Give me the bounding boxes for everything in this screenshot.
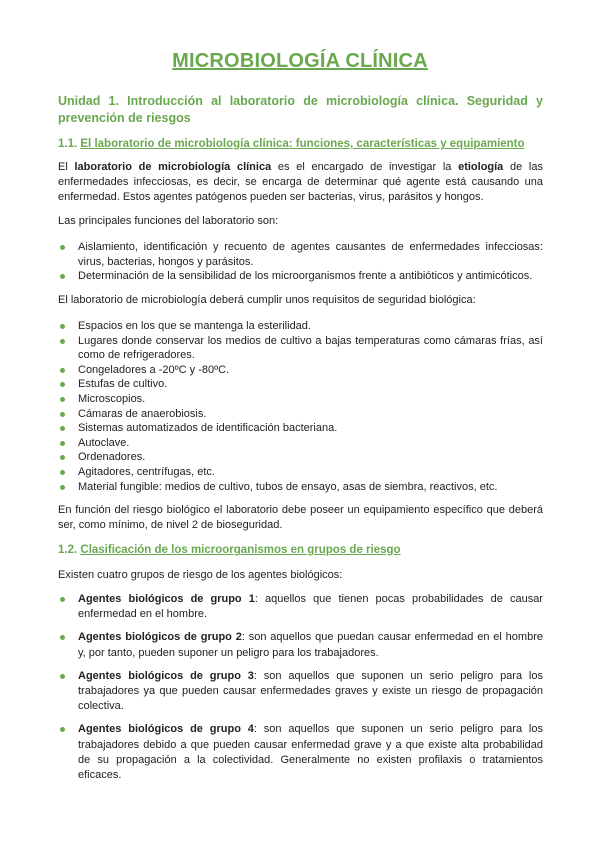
risk-group-label: Agentes biológicos de grupo 4 <box>78 723 254 736</box>
intro-text-1: El <box>58 161 75 173</box>
list-item <box>58 269 543 284</box>
intro-text-2: es el encargado de investigar la <box>271 161 459 173</box>
bullet-icon <box>60 727 65 732</box>
list-item-text: Microscopios. <box>78 392 146 405</box>
bullet-icon <box>60 324 65 329</box>
list-item-text: Ordenadores. <box>78 451 146 464</box>
bullet-icon <box>60 274 65 279</box>
list-item <box>58 334 543 363</box>
section-2-heading <box>58 543 548 558</box>
bullet-icon <box>60 382 65 387</box>
bullet-icon <box>60 674 65 679</box>
list-item <box>58 436 543 451</box>
list-item-text: Determinación de la sensibilidad de los microorganismos frente a antibióticos y antimicóticos. <box>78 270 533 283</box>
bullet-icon <box>60 397 65 402</box>
list-item <box>58 421 543 436</box>
list-item-text: Espacios en los que se mantenga la esterilidad. <box>78 320 311 332</box>
bullet-icon <box>60 455 65 460</box>
requirements-list <box>58 319 543 494</box>
list-item <box>58 240 543 269</box>
list-item <box>58 722 543 783</box>
list-item <box>58 630 543 660</box>
risk-group-description: : son aquellos que suponen un serio peligro para los trabajadores debido a que pueden causar enfermedad grave y a que existe alta probabilidad de su propagación a la colectividad. Generalmente no existen profilaxis o tratamientos eficaces. <box>78 723 543 782</box>
bullet-icon <box>60 597 65 602</box>
list-item-text: Material fungible: medios de cultivo, tubos de ensayo, asas de siembra, reactivos, etc. <box>78 480 498 493</box>
intro-bold-term-laboratorio: laboratorio de microbiología clínica <box>74 161 272 173</box>
risk-group-description: : aquellos que tienen pocas probabilidades de causar enfermedad en el hombre. <box>78 593 543 621</box>
bullet-icon <box>60 485 65 490</box>
intro-text-3: de las enfermedades infecciosas, es decir, se encarga de determinar qué agente está causando una enfermedad. Estos agentes patógenos pueden ser bacterias, virus, parásitos y hongos. <box>58 161 543 203</box>
unit-heading: Unidad 1. Introducción al laboratorio de microbiología clínica. Seguridad y prevención de riesgos <box>58 94 543 125</box>
functions-list <box>58 240 543 284</box>
risk-group-description: : son aquellos que puedan causar enfermedad en el hombre y, por tanto, pueden suponer un peligro para los trabajadores. <box>78 631 543 659</box>
section-1-closing-paragraph: En función del riesgo biológico el laboratorio debe poseer un equipamiento específico que deberá ser, como mínimo, de nivel 2 de bioseguridad. <box>58 504 543 531</box>
list-item <box>58 450 543 465</box>
list-item-text: Estufas de cultivo. <box>78 378 168 391</box>
bullet-icon <box>60 339 65 344</box>
functions-intro: Las principales funciones del laboratorio son: <box>58 215 279 227</box>
section-2-intro: Existen cuatro grupos de riesgo de los agentes biológicos: <box>58 569 343 581</box>
list-item-text: Sistemas automatizados de identificación bacteriana. <box>78 422 338 435</box>
list-item-text: Autoclave. <box>78 436 130 449</box>
risk-group-description: : son aquellos que suponen un serio peligro para los trabajadores ya que pueden causar enfermedades graves y existe un riesgo de propagación colectiva. <box>78 669 543 713</box>
intro-bold-term-etiologia: etiología <box>458 161 504 173</box>
bullet-icon <box>60 368 65 373</box>
bullet-icon <box>60 470 65 475</box>
list-item <box>58 480 543 495</box>
requirements-intro: El laboratorio de microbiología deberá cumplir unos requisitos de seguridad biológica: <box>58 294 476 306</box>
list-item-text: Congeladores a -20ºC y -80ºC. <box>78 363 230 376</box>
list-item <box>58 669 543 715</box>
list-item <box>58 319 543 334</box>
document-title: MICROBIOLOGÍA CLÍNICA <box>172 50 428 72</box>
list-item-text: Cámaras de anaerobiosis. <box>78 407 207 420</box>
bullet-icon <box>60 245 65 250</box>
bullet-icon <box>60 635 65 640</box>
list-item-text: Aislamiento, identificación y recuento de agentes causantes de enfermedades infecciosas: virus, bacterias, hongos y parásitos. <box>78 241 543 268</box>
risk-group-label: Agentes biológicos de grupo 1 <box>78 593 255 605</box>
bullet-icon <box>60 426 65 431</box>
section-1-title: El laboratorio de microbiología clínica: funciones, características y equipamiento <box>80 138 525 150</box>
list-item-text: Lugares donde conservar los medios de cultivo a bajas temperaturas como cámaras frías, así como de refrigeradores. <box>78 334 543 362</box>
list-item <box>58 363 543 378</box>
section-1-heading <box>58 137 548 152</box>
list-item-text: Agitadores, centrífugas, etc. <box>78 465 215 478</box>
risk-groups-list <box>58 592 543 791</box>
section-2-number: 1.2. <box>58 544 78 556</box>
section-1-intro-paragraph <box>58 160 543 205</box>
list-item <box>58 377 543 392</box>
list-item <box>58 407 543 422</box>
section-1-number: 1.1. <box>58 138 78 150</box>
risk-group-label: Agentes biológicos de grupo 2 <box>78 631 242 644</box>
risk-group-label: Agentes biológicos de grupo 3 <box>78 669 254 682</box>
bullet-icon <box>60 441 65 446</box>
list-item <box>58 592 543 622</box>
section-2-title: Clasificación de los microorganismos en grupos de riesgo <box>80 544 401 556</box>
list-item <box>58 465 543 480</box>
bullet-icon <box>60 412 65 417</box>
list-item <box>58 392 543 407</box>
